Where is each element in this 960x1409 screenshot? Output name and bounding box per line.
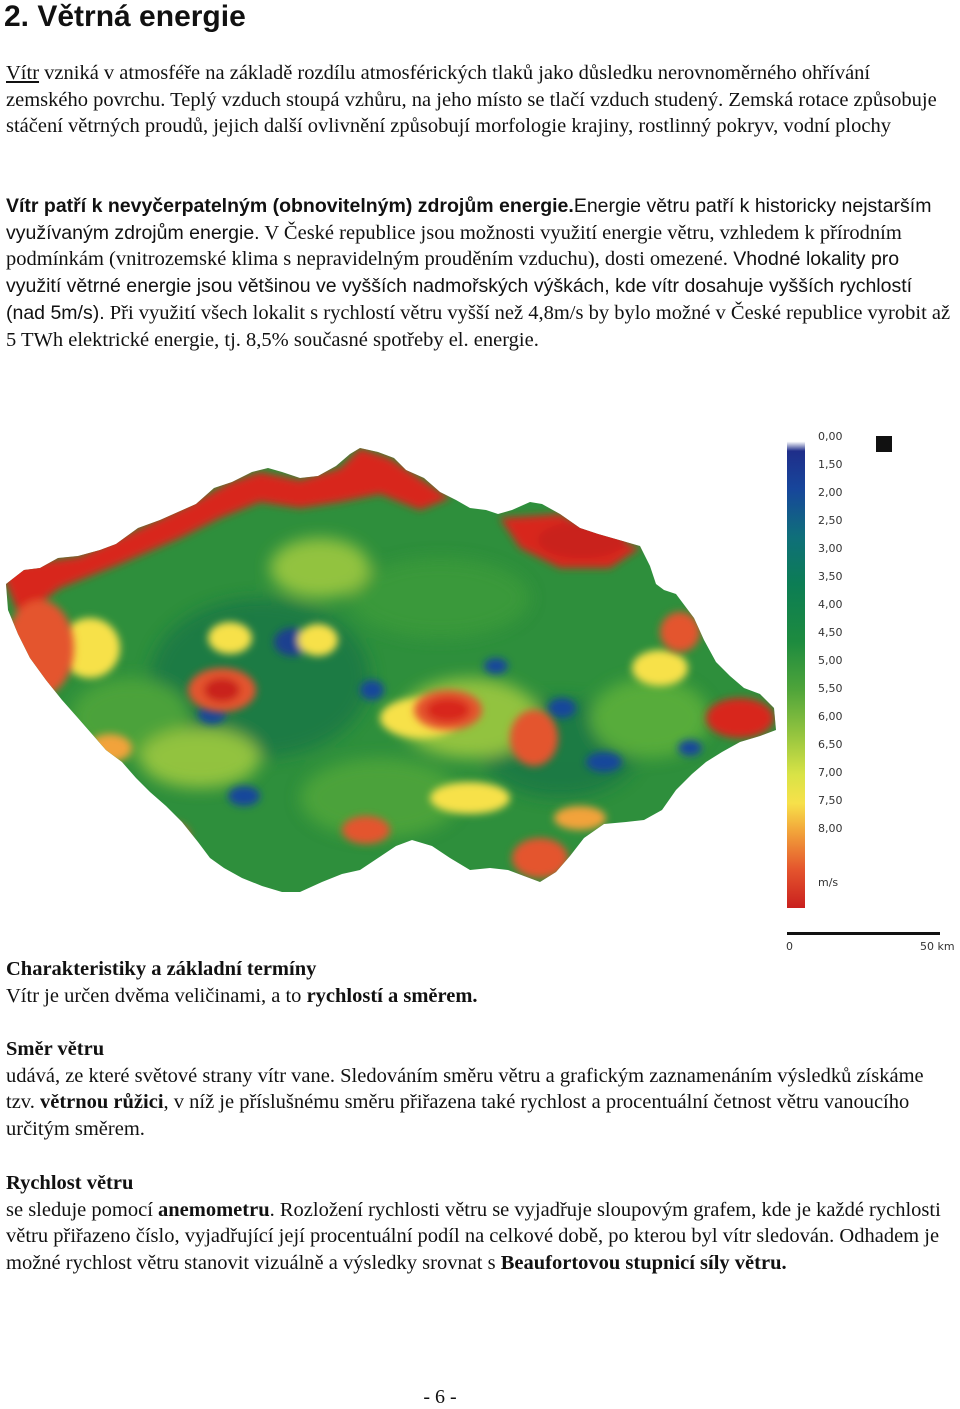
legend-value: 2,50 <box>818 514 843 527</box>
legend-value: 6,00 <box>818 710 843 723</box>
legend-value: 5,50 <box>818 682 843 695</box>
speed-bold-a: anemometru <box>158 1198 270 1221</box>
characteristics-bold: rychlostí a směrem. <box>306 984 478 1007</box>
renewable-serif-a: V České republice jsou možnosti využití energie větru, vzhledem k přírodním podmínkám (vnitrozemské klima s nepravidelným prouděním vzduchu), dosti omezené. <box>6 221 902 271</box>
direction-section <box>6 1036 956 1143</box>
legend-value: 6,50 <box>818 738 843 751</box>
legend-marker <box>876 436 892 452</box>
characteristics-text: Vítr je určen dvěma veličinami, a to <box>6 984 307 1007</box>
legend-value: 4,00 <box>818 598 843 611</box>
renewable-sans-b: Vhodné lokality pro využití větrné energie jsou většinou ve vyšších nadmořských výškách, kde vítr dosahuje vyšších rychlostí (nad 5m/s). <box>6 248 913 324</box>
legend-value: 8,00 <box>818 822 843 835</box>
scale-bar <box>787 932 940 935</box>
wind-map-image <box>0 418 960 958</box>
scale-start-label: 0 <box>786 940 793 953</box>
renewable-bold: Vítr patří k nevyčerpatelným (obnovitelným) zdrojům energie. <box>6 195 574 217</box>
legend-value: 7,50 <box>818 794 843 807</box>
legend-value: 4,50 <box>818 626 843 639</box>
legend-value: 3,00 <box>818 542 843 555</box>
legend-value: 1,50 <box>818 458 843 471</box>
speed-text-a: se sleduje pomocí <box>6 1198 159 1221</box>
speed-section <box>6 1170 956 1277</box>
direction-bold: větrnou růžici <box>39 1091 164 1114</box>
wind-map <box>0 418 960 958</box>
characteristics-title: Charakteristiky a základní termíny <box>6 958 317 980</box>
legend-value: 2,00 <box>818 486 843 499</box>
scale-end-label: 50 km <box>920 940 955 953</box>
intro-paragraph <box>6 60 956 140</box>
speed-bold-b: Beaufortovou stupnicí síly větru. <box>500 1252 787 1275</box>
direction-text-b: , v níž je příslušnému směru přiřazena také rychlost a procentuální četnost větru vanoucího určitým směrem. <box>6 1091 910 1141</box>
legend-value: 3,50 <box>818 570 843 583</box>
legend-unit: m/s <box>818 876 839 889</box>
intro-term: Vítr <box>6 62 40 84</box>
legend-value: 0,00 <box>818 430 843 443</box>
renewable-paragraph <box>6 193 956 353</box>
speed-title: Rychlost větru <box>6 1172 134 1194</box>
legend-value: 5,00 <box>818 654 843 667</box>
page-number: - 6 - <box>423 1386 457 1408</box>
map-terrain <box>0 418 800 958</box>
speed-text-b: . Rozložení rychlosti větru se vyjadřuje sloupovým grafem, kde je každé rychlosti větru přiřazeno číslo, vyjadřující její procentuální podíl na celkové době, po kterou byl vítr sledován. Odhadem je možné rychlost větru stanovit vizuálně a výsledky srovnat s <box>6 1198 941 1275</box>
direction-title: Směr větru <box>6 1038 105 1060</box>
section-heading: 2. Větrná energie <box>4 0 246 33</box>
characteristics-section <box>6 956 956 1009</box>
renewable-sans-tail: Energie větru patří k historicky nejstarším využívaným zdrojům energie. <box>6 195 932 244</box>
intro-text: vzniká v atmosféře na základě rozdílu atmosférických tlaků jako důsledku nerovnoměrného ohřívání zemského povrchu. Teplý vzduch stoupá vzhůru, na jeho místo se tlačí vzduch studený. Zemská rotace způsobuje stáčení větrných proudů, jejich další ovlivnění způsobují morfologie krajiny, rostlinný pokryv, vodní plochy <box>6 62 937 138</box>
legend-color-bar <box>787 432 805 908</box>
direction-text-a: udává, ze které světové strany vítr vane. Sledováním směru větru a grafickým zaznamenáním výsledků získáme tzv. <box>6 1064 924 1114</box>
renewable-serif-c: Při využití všech lokalit s rychlostí větru vyšší než 4,8m/s by bylo možné v České republice vyrobit až 5 TWh elektrické energie, tj. 8,5% současné spotřeby el. energie. <box>6 301 951 351</box>
legend-value: 7,00 <box>818 766 843 779</box>
